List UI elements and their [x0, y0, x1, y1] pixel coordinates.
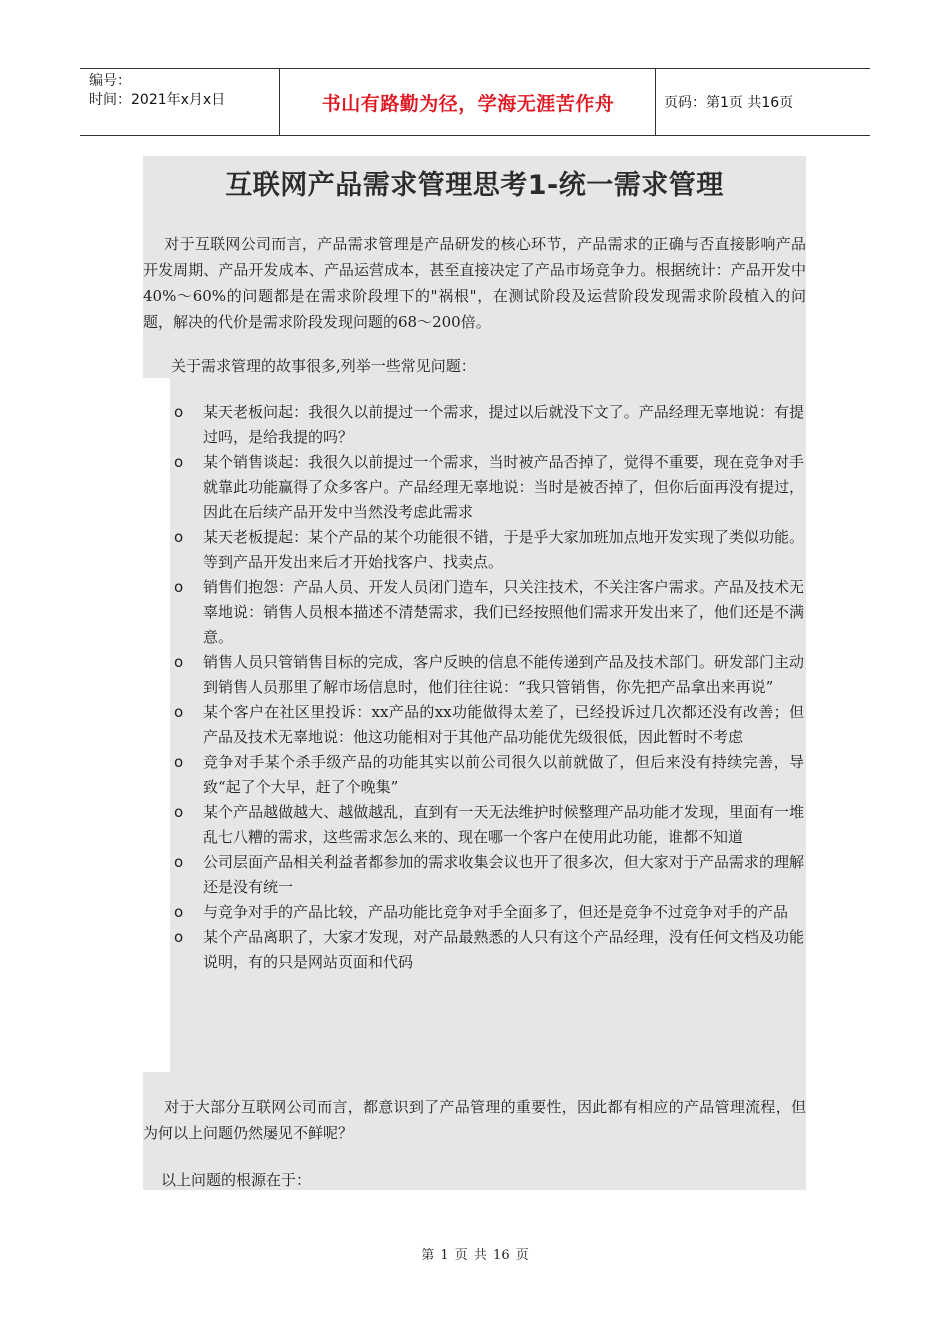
list-item-text: 某天老板问起：我很久以前提过一个需求，提过以后就没下文了。产品经理无辜地说：有提过吗，是给我提的吗？ — [203, 403, 804, 446]
document-number-label: 编号： — [89, 73, 131, 89]
page-footer: 第 1 页 共 16 页 — [421, 1248, 529, 1263]
header-motto: 书山有路勤为径，学海无涯苦作舟 — [321, 92, 615, 115]
list-item-text: 某个产品离职了，大家才发现，对产品最熟悉的人只有这个产品经理，没有任何文档及功能说明，有的只是网站页面和代码 — [203, 928, 804, 971]
header-divider — [279, 68, 280, 136]
bullet-marker: o — [174, 578, 184, 596]
list-item — [170, 575, 806, 650]
bullet-marker: o — [174, 928, 184, 946]
header-meta — [89, 72, 274, 110]
bullet-marker: o — [174, 653, 184, 671]
list-item-text: 与竞争对手的产品比较，产品功能比竞争对手全面多了，但还是竞争不过竞争对手的产品 — [203, 903, 789, 921]
list-item — [170, 650, 806, 700]
list-item-text: 某个销售谈起：我很久以前提过一个需求，当时被产品否掉了，觉得不重要，现在竞争对手就靠此功能赢得了众多客户。产品经理无辜地说：当时是被否掉了，但你后面再没有提过，因此在后续产品开发中当然没考虑此需求 — [203, 453, 804, 521]
bullet-marker: o — [174, 903, 184, 921]
bullet-marker: o — [174, 803, 184, 821]
list-item-text: 某个客户在社区里投诉：xx产品的xx功能做得太差了，已经投诉过几次都还没有改善；但产品及技术无辜地说：他这功能相对于其他产品功能优先级很低，因此暂时不考虑 — [203, 703, 804, 746]
list-item — [170, 700, 806, 750]
bullet-marker: o — [174, 703, 184, 721]
list-item-text: 销售们抱怨：产品人员、开发人员闭门造车，只关注技术，不关注客户需求。产品及技术无辜地说：销售人员根本描述不清楚需求，我们已经按照他们需求开发出来了，他们还是不满意。 — [203, 578, 804, 646]
list-item-text: 销售人员只管销售目标的完成，客户反映的信息不能传递到产品及技术部门。研发部门主动到销售人员那里了解市场信息时，他们往往说：“我只管销售，你先把产品拿出来再说” — [203, 653, 804, 696]
list-item — [170, 750, 806, 800]
conclusion-paragraph: 对于大部分互联网公司而言，都意识到了产品管理的重要性，因此都有相应的产品管理流程，但为何以上问题仍然屡见不鲜呢？ — [143, 1098, 806, 1142]
document-date-label: 时间：2021年x月x日 — [89, 92, 226, 108]
list-item — [170, 925, 806, 975]
bullet-marker: o — [174, 453, 184, 471]
bullet-marker: o — [174, 853, 184, 871]
bullet-marker: o — [174, 528, 184, 546]
header-page-number: 页码：第1页 共16页 — [664, 95, 794, 111]
list-item-text: 公司层面产品相关利益者都参加的需求收集会议也开了很多次，但大家对于产品需求的理解还是没有统一 — [203, 853, 804, 896]
list-item — [170, 525, 806, 575]
stories-intro: 关于需求管理的故事很多,列举一些常见问题： — [171, 357, 476, 375]
list-item-text: 某个产品越做越大、越做越乱，直到有一天无法维护时候整理产品功能才发现，里面有一堆乱七八糟的需求，这些需求怎么来的、现在哪一个客户在使用此功能，谁都不知道 — [203, 803, 804, 846]
list-item — [170, 400, 806, 450]
list-item — [170, 850, 806, 900]
document-title: 互联网产品需求管理思考1-统一需求管理 — [225, 170, 724, 201]
list-item — [170, 450, 806, 525]
bullet-marker: o — [174, 753, 184, 771]
intro-paragraph: 对于互联网公司而言，产品需求管理是产品研发的核心环节，产品需求的正确与否直接影响产品开发周期、产品开发成本、产品运营成本，甚至直接决定了产品市场竞争力。根据统计：产品开发中40%～60%的问题都是在需求阶段埋下的"祸根"，在测试阶段及运营阶段发现需求阶段植入的问题，解决的代价是需求阶段发现问题的68～200倍。 — [143, 235, 806, 331]
list-item-text: 竞争对手某个杀手级产品的功能其实以前公司很久以前就做了，但后来没有持续完善，导致“起了个大早，赶了个晚集” — [203, 753, 804, 796]
bullet-marker: o — [174, 403, 184, 421]
problem-list — [170, 400, 806, 975]
root-cause-line: 以上问题的根源在于： — [161, 1171, 312, 1189]
list-item — [170, 800, 806, 850]
header-divider — [655, 68, 656, 136]
list-item-text: 某天老板提起：某个产品的某个功能很不错，于是乎大家加班加点地开发实现了类似功能。等到产品开发出来后才开始找客户、找卖点。 — [203, 528, 804, 571]
list-item — [170, 900, 806, 925]
